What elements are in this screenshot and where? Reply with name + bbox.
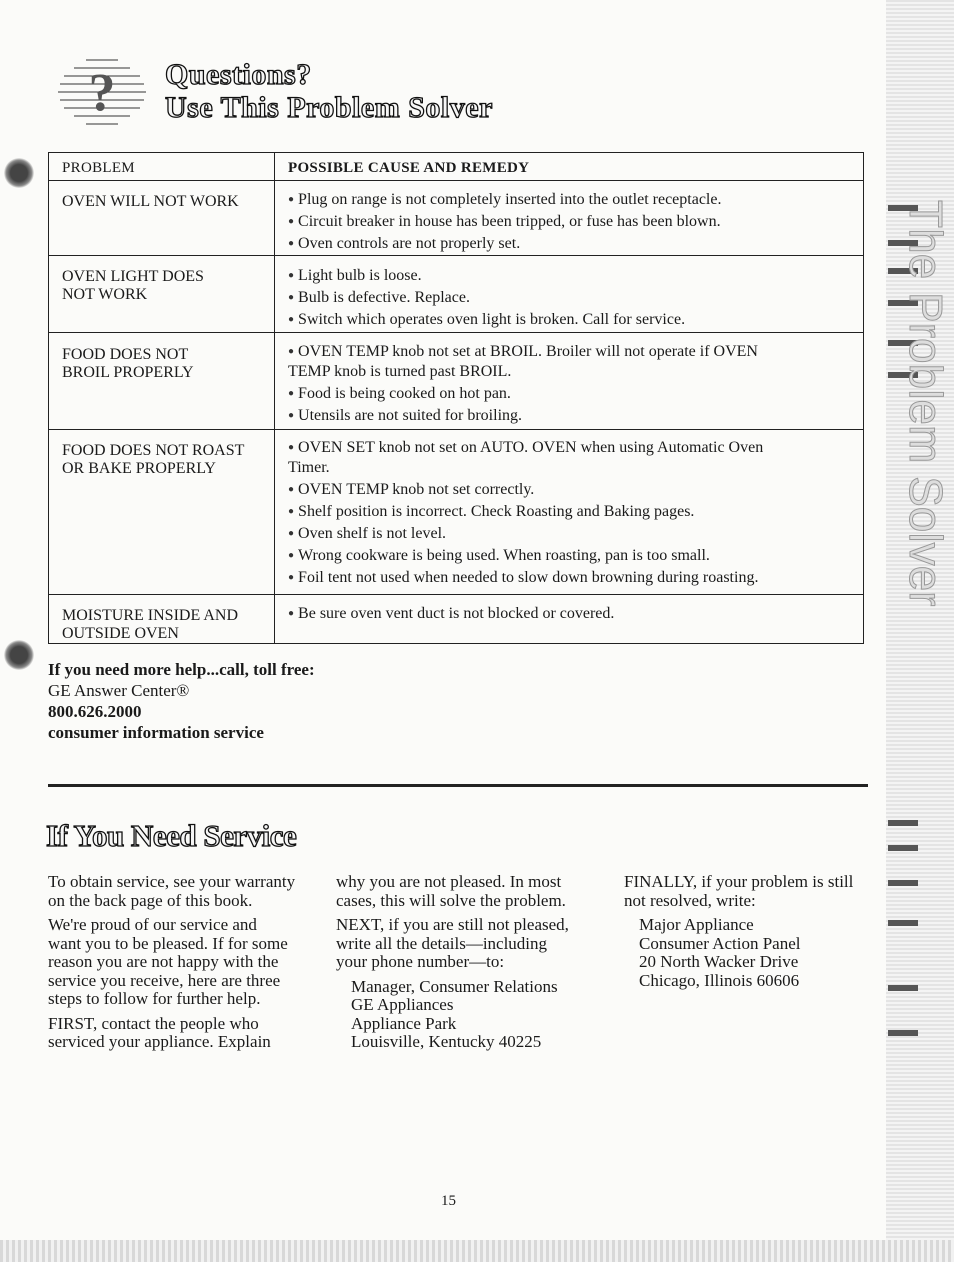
bullet-icon: ●: [288, 238, 295, 249]
page-title-problem-solver: Use This Problem Solver: [165, 91, 493, 124]
table-column-divider: [274, 152, 275, 644]
punch-hole-icon: [4, 640, 34, 670]
question-mark-logo-icon: [56, 52, 148, 130]
list-item: ● Circuit breaker in house has been tripped, or fuse has been blown.: [288, 213, 721, 230]
help-service-caption: consumer information service: [48, 723, 264, 742]
relations-address: Manager, Consumer Relations GE Appliances Appliance Park Louisville, Kentucky 40225: [351, 976, 558, 1051]
table-row-problem: MOISTURE INSIDE AND OUTSIDE OVEN: [62, 607, 238, 642]
list-item: ● Be sure oven vent duct is not blocked or covered.: [288, 605, 615, 622]
bullet-icon: ●: [288, 270, 295, 281]
table-row-problem: FOOD DOES NOT BROIL PROPERLY: [62, 346, 194, 381]
help-contact-block: [48, 659, 315, 743]
bullet-icon: ●: [288, 572, 295, 583]
service-section-title: If You Need Service: [46, 818, 297, 853]
bullet-icon: ●: [288, 442, 295, 453]
service-column-2: why you are not pleased. In most cases, this will solve the problem. NEXT, if you are still not pleased, write all the details—including your phone number—to: Manager, Consumer Relations GE Appliances Appliance Park Louisville, Kentucky 40225: [336, 873, 606, 1058]
list-item: ● Utensils are not suited for broiling.: [288, 407, 523, 424]
list-item: ● Shelf position is incorrect. Check Roasting and Baking pages.: [288, 503, 695, 520]
punch-hole-icon: [4, 158, 34, 188]
list-item: ● Food is being cooked on hot pan.: [288, 385, 511, 402]
table-row-remedies: [288, 190, 721, 256]
section-divider: [48, 784, 868, 787]
table-row-problem: OVEN WILL NOT WORK: [62, 193, 239, 210]
bullet-icon: ●: [288, 314, 295, 325]
table-row-remedies: [288, 266, 685, 332]
bullet-icon: ●: [288, 484, 295, 495]
help-heading: If you need more help...call, toll free:: [48, 660, 315, 679]
bullet-icon: ●: [288, 528, 295, 539]
page-title-questions: Questions?: [165, 58, 312, 91]
bullet-icon: ●: [288, 608, 295, 619]
table-row-problem: FOOD DOES NOT ROAST OR BAKE PROPERLY: [62, 442, 245, 477]
list-item: ● OVEN SET knob not set on AUTO. OVEN when using Automatic Oven Timer.: [288, 439, 764, 476]
list-item: ● Bulb is defective. Replace.: [288, 289, 470, 306]
column-header-problem: PROBLEM: [62, 160, 135, 176]
table-row-remedies: [288, 604, 614, 626]
column-header-remedy: POSSIBLE CAUSE AND REMEDY: [288, 160, 530, 176]
list-item: ● OVEN TEMP knob not set at BROIL. Broiler will not operate if OVEN TEMP knob is turned past BROIL.: [288, 343, 758, 380]
table-row-remedies: [288, 438, 763, 590]
list-item: ● Switch which operates oven light is broken. Call for service.: [288, 311, 686, 328]
phone-number: 800.626.2000: [48, 702, 142, 721]
side-tab-label: The Problem Solver: [900, 200, 952, 607]
service-column-1: To obtain service, see your warranty on the back page of this book. We're proud of our service and want you to be pleased. If for some reason you are not happy with the service you receive, here are three steps to follow for further help. FIRST, contact the people who serviced your appliance. Explain: [48, 872, 296, 1051]
table-row-remedies: [288, 342, 758, 428]
list-item: ● Oven shelf is not level.: [288, 525, 447, 542]
list-item: ● Wrong cookware is being used. When roasting, pan is too small.: [288, 547, 710, 564]
table-row-problem: OVEN LIGHT DOES NOT WORK: [62, 268, 204, 303]
table-row-rule: [48, 332, 864, 333]
bullet-icon: ●: [288, 410, 295, 421]
scan-bottom-edge: [0, 1240, 954, 1262]
table-row-rule: [48, 594, 864, 595]
list-item: ● Foil tent not used when needed to slow down browning during roasting.: [288, 569, 759, 586]
answer-center-name: GE Answer Center®: [48, 681, 190, 700]
bullet-icon: ●: [288, 194, 295, 205]
bullet-icon: ●: [288, 506, 295, 517]
bullet-icon: ●: [288, 216, 295, 227]
list-item: ● Oven controls are not properly set.: [288, 235, 521, 252]
list-item: ● Light bulb is loose.: [288, 267, 422, 284]
bullet-icon: ●: [288, 292, 295, 303]
svg-text:?: ?: [88, 62, 116, 122]
table-row-rule: [48, 429, 864, 430]
bullet-icon: ●: [288, 550, 295, 561]
bullet-icon: ●: [288, 388, 295, 399]
service-column-3: FINALLY, if your problem is still not resolved, write: Major Appliance Consumer Action Panel 20 North Wacker Drive Chicago, Illinois 60606: [624, 873, 874, 996]
bullet-icon: ●: [288, 346, 295, 357]
table-header-rule: [48, 180, 864, 181]
page-number: 15: [441, 1193, 456, 1209]
list-item: ● Plug on range is not completely inserted into the outlet receptacle.: [288, 191, 722, 208]
action-panel-address: Major Appliance Consumer Action Panel 20 North Wacker Drive Chicago, Illinois 60606: [639, 915, 801, 990]
list-item: ● OVEN TEMP knob not set correctly.: [288, 481, 535, 498]
